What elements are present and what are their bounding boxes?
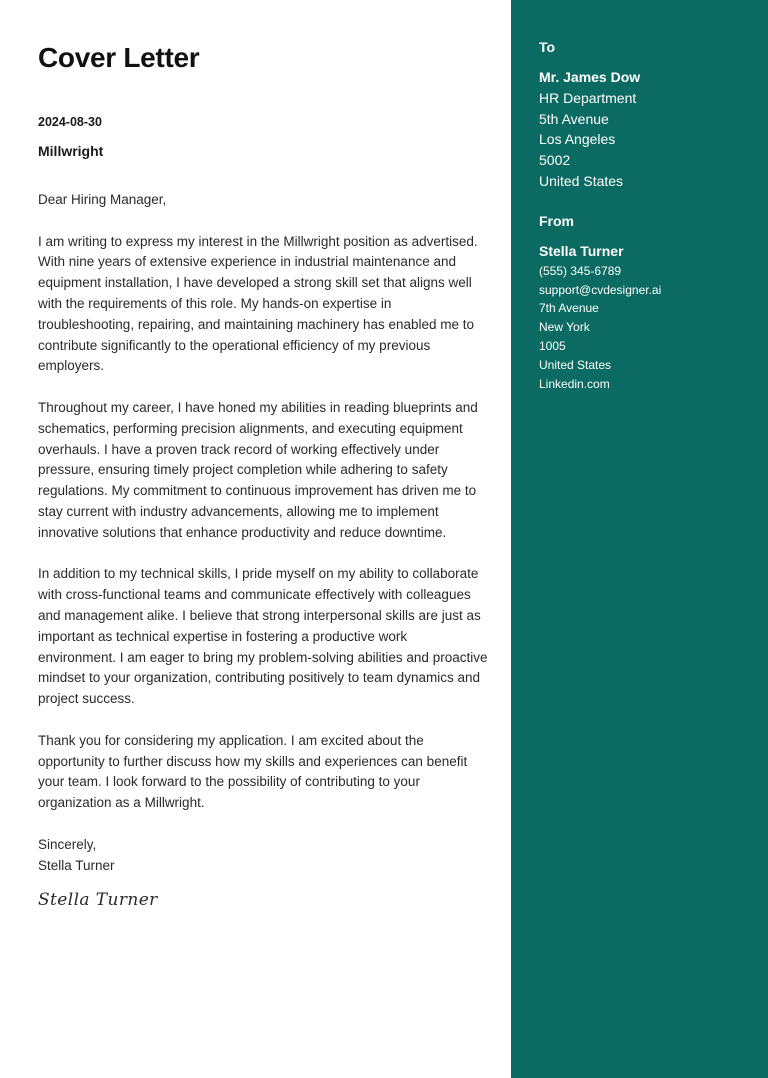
paragraph-4: Thank you for considering my application. I am excited about the opportunity to further discuss how my skills and experiences can benefit your team. I look forward to the possibility of contributing to your organization as a Millwright. — [38, 732, 468, 811]
recipient-zip: 5002 — [539, 152, 571, 169]
letter-date: 2024-08-30 — [38, 115, 102, 129]
sender-city: New York — [539, 320, 590, 335]
page-title: Cover Letter — [38, 42, 200, 73]
signature: Stella Turner — [38, 890, 158, 910]
recipient-department: HR Department — [539, 89, 637, 106]
closing: Sincerely, — [38, 836, 97, 852]
recipient-name: Mr. James Dow — [539, 69, 641, 85]
recipient-city: Los Angeles — [539, 131, 616, 148]
paragraph-1: I am writing to express my interest in the Millwright position as advertised. With nine years of extensive experience in industrial maintenance and equipment installation, I have developed a strong skill set that aligns well with the requirements of this role. My hands-on expertise in troubleshooting, repairing, and maintaining machinery has enabled me to contribute significantly to the operational efficiency of my previous employers. — [38, 233, 478, 374]
sender-zip: 1005 — [539, 338, 566, 353]
contact-sidebar — [511, 0, 768, 1078]
sender-country: United States — [539, 357, 612, 372]
to-heading: To — [539, 39, 556, 55]
sender-block — [539, 241, 759, 394]
letter-body — [38, 190, 488, 876]
sender-name-sidebar: Stella Turner — [539, 242, 624, 259]
sender-phone[interactable]: (555) 345-6789 — [539, 263, 622, 278]
recipient-block — [539, 67, 759, 192]
sender-street: 7th Avenue — [539, 301, 599, 316]
position-title: Millwright — [38, 143, 104, 159]
salutation: Dear Hiring Manager, — [38, 192, 167, 207]
from-heading: From — [539, 212, 574, 229]
paragraph-3: In addition to my technical skills, I pride myself on my ability to collaborate with cross-functional teams and communicate effectively with colleagues and management alike. I believe that strong interpersonal skills are just as important as technical expertise in fostering a productive work environment. I am eager to bring my problem-solving abilities and proactive mindset to your organization, contributing positively to team dynamics and project success. — [38, 566, 488, 707]
recipient-street: 5th Avenue — [539, 110, 609, 127]
sidebar-content — [539, 38, 759, 393]
recipient-country: United States — [539, 172, 624, 189]
sender-linkedin[interactable]: Linkedin.com — [539, 376, 610, 391]
sender-email[interactable]: support@cvdesigner.ai — [539, 282, 662, 297]
sender-name: Stella Turner — [38, 857, 115, 873]
paragraph-2: Throughout my career, I have honed my abilities in reading blueprints and schematics, performing precision alignments, and executing equipment overhauls. I have a proven track record of working effectively under pressure, ensuring timely project completion while adhering to safety regulations. My commitment to continuous improvement has driven me to stay current with industry advancements, allowing me to implement innovative solutions that enhance productivity and reduce downtime. — [38, 399, 478, 540]
